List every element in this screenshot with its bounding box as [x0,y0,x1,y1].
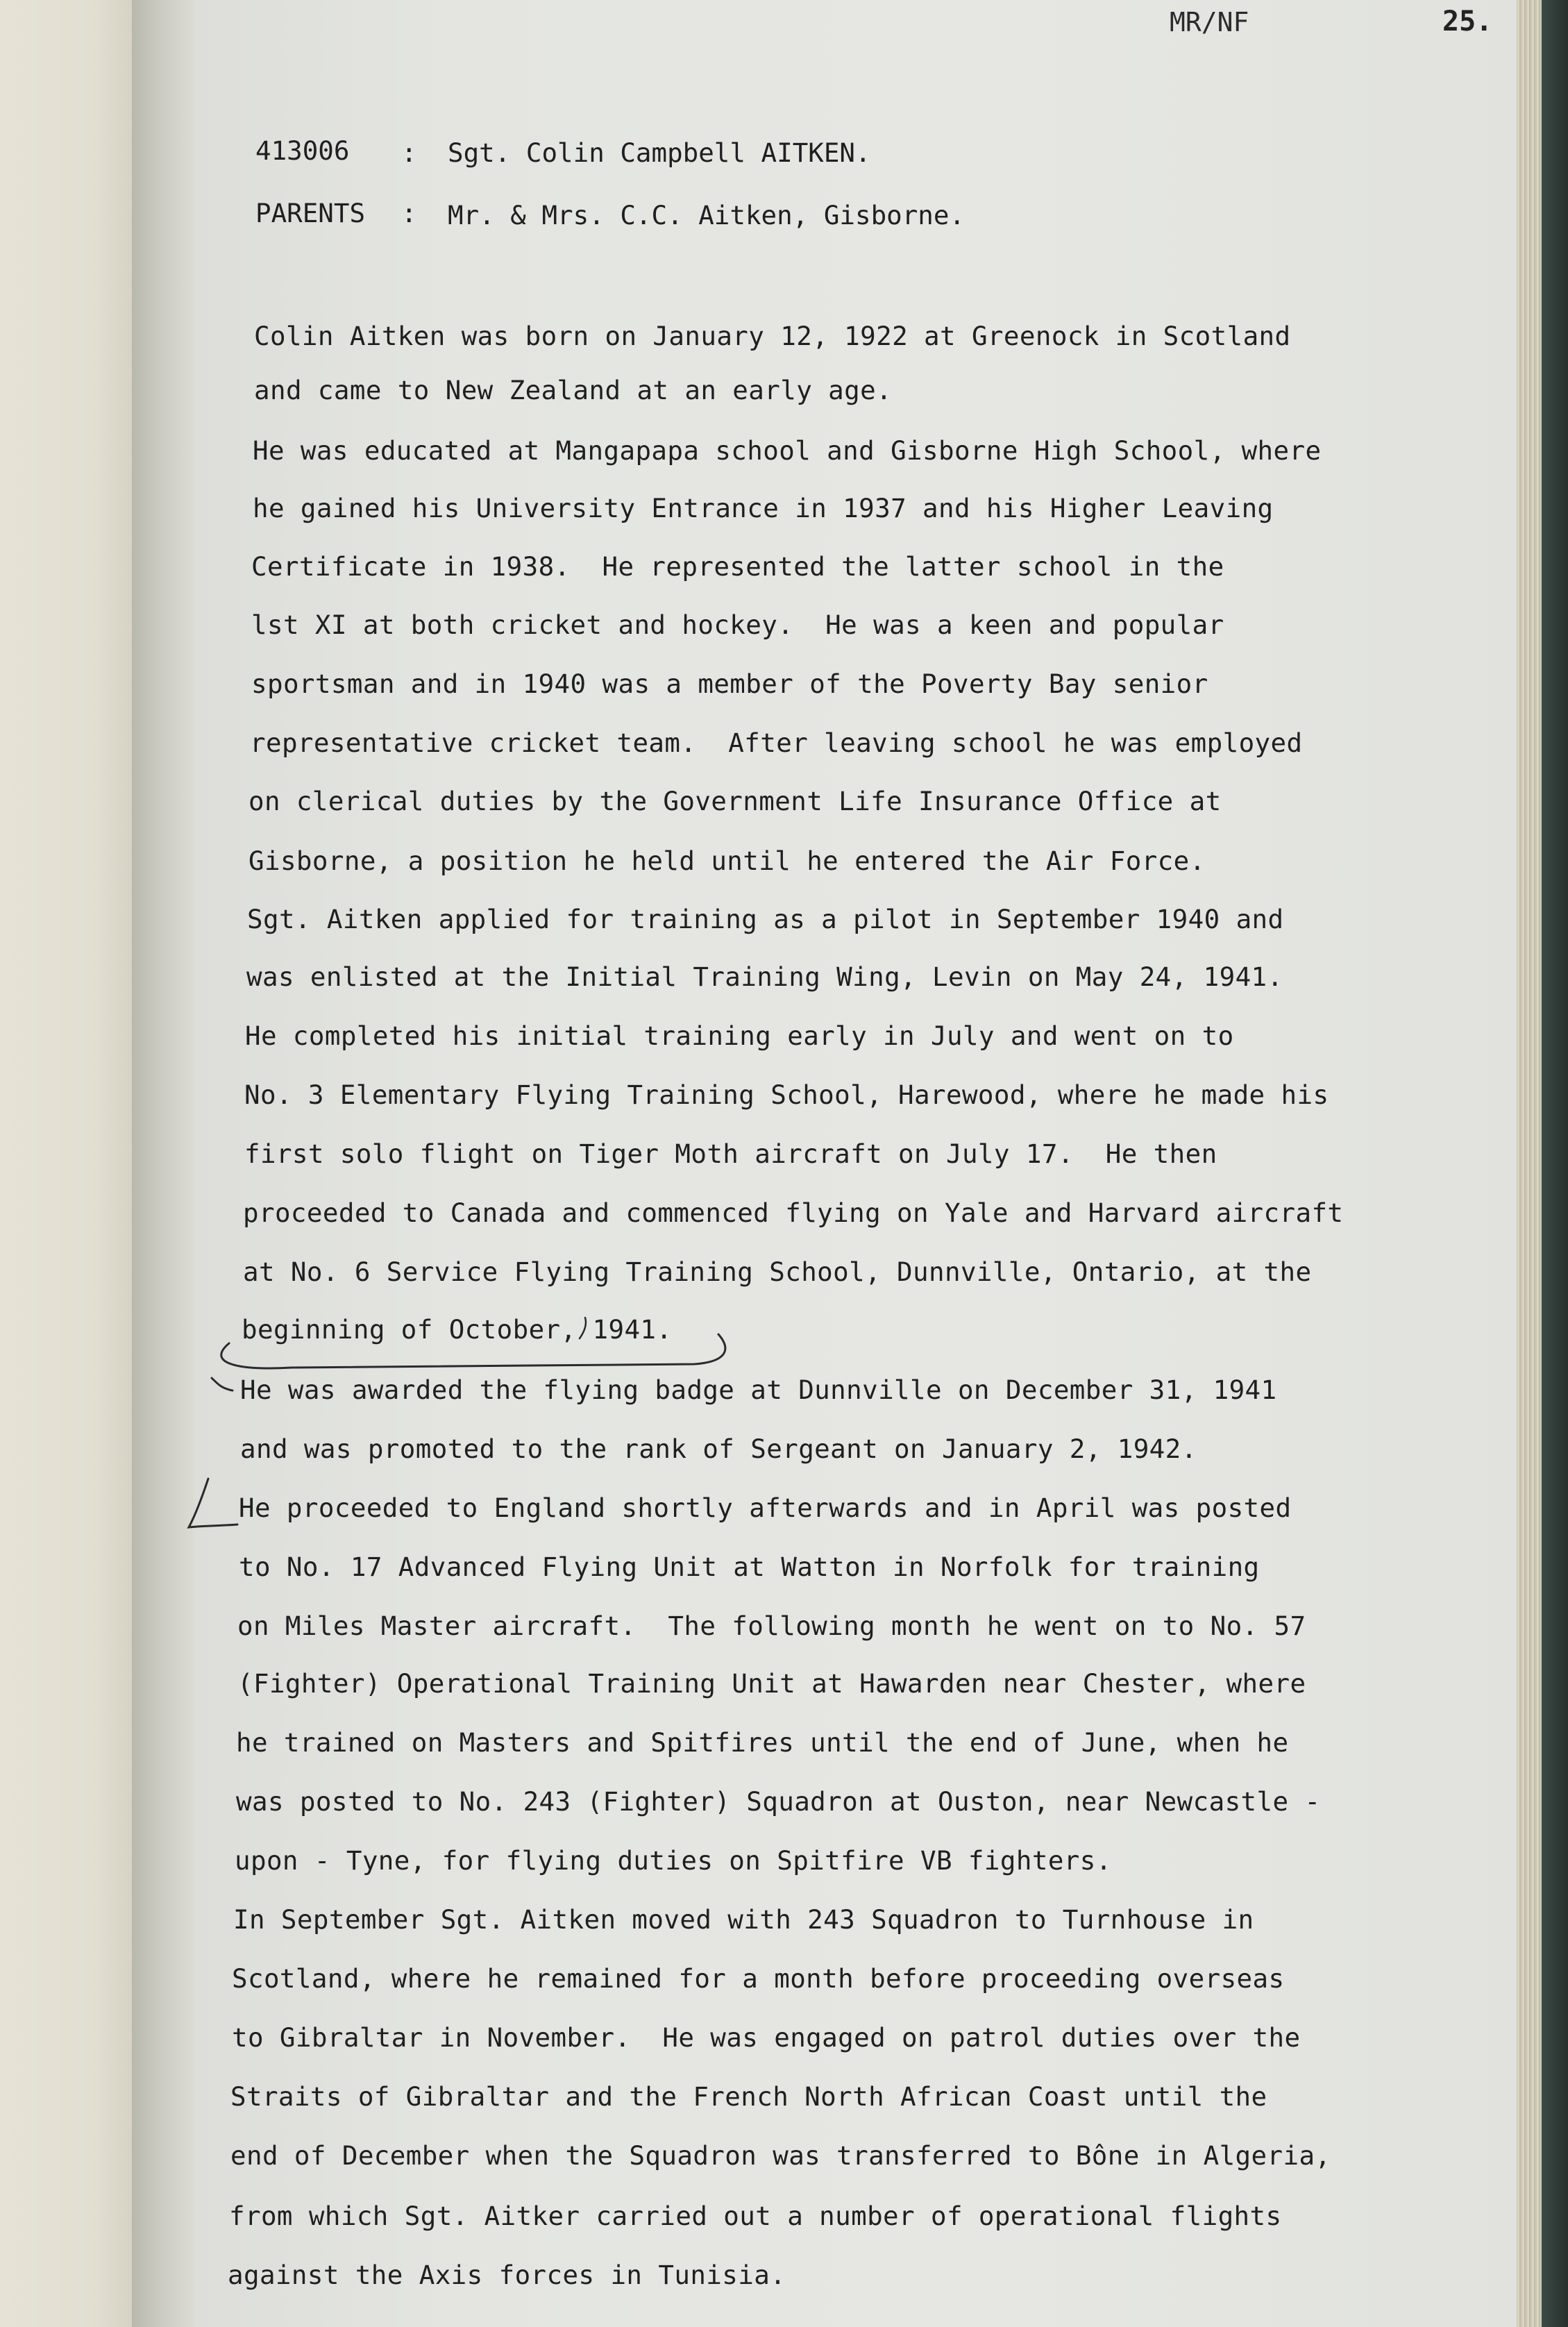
service-number-separator: : [401,137,417,168]
body-line: at No. 6 Service Flying Training School, Dunnville, Ontario, at the [243,1257,1312,1287]
body-line: No. 3 Elementary Flying Training School, Harewood, where he made his [244,1080,1329,1110]
service-number: 413006 [255,135,350,166]
parents-label: PARENTS [255,198,366,228]
body-line: sportsman and in 1940 was a member of the Poverty Bay senior [251,669,1208,699]
page-number: 25. [1442,6,1493,37]
body-line: Straits of Gibraltar and the French North African Coast until the [230,2081,1267,2112]
body-line: Gisborne, a position he held until he entered the Air Force. [248,846,1206,876]
book-gutter [132,0,194,2327]
body-line: was posted to No. 243 (Fighter) Squadron at Ouston, near Newcastle - [236,1786,1321,1817]
body-line: (Fighter) Operational Training Unit at Hawarden near Chester, where [237,1668,1306,1699]
airman-name: Sgt. Colin Campbell AITKEN. [448,137,871,168]
body-line: representative cricket team. After leaving school he was employed [250,728,1303,758]
facing-page-edge [0,0,132,2327]
body-line: on clerical duties by the Government Life Insurance Office at [248,786,1222,816]
body-line: and came to New Zealand at an early age. [254,375,893,405]
body-line: Colin Aitken was born on January 12, 1922 at Greenock in Scotland [254,321,1291,351]
body-line: beginning of October, 1941. [242,1314,673,1345]
body-line: proceeded to Canada and commenced flying on Yale and Harvard aircraft [243,1198,1344,1228]
page-stack-edges [1517,0,1542,2327]
reference-code: MR/NF [1170,7,1249,37]
body-line: He was educated at Mangapapa school and Gisborne High School, where [253,435,1322,466]
body-line: end of December when the Squadron was transferred to Bône in Algeria, [230,2140,1331,2171]
body-line: Sgt. Aitken applied for training as a pilot in September 1940 and [247,904,1284,934]
body-line: to No. 17 Advanced Flying Unit at Watton in Norfolk for training [239,1552,1260,1582]
binding-cover [1542,0,1568,2327]
body-line: he trained on Masters and Spitfires until the end of June, when he [236,1727,1289,1758]
parents-separator: : [401,198,417,228]
body-line: He completed his initial training early in July and went on to [245,1020,1234,1051]
body-line: Scotland, where he remained for a month before proceeding overseas [232,1963,1285,1994]
body-line: lst XI at both cricket and hockey. He was a keen and popular [251,610,1224,640]
body-line: against the Axis forces in Tunisia. [228,2260,786,2290]
parents-value: Mr. & Mrs. C.C. Aitken, Gisborne. [448,200,966,230]
body-line: first solo flight on Tiger Moth aircraft on July 17. He then [244,1139,1217,1169]
body-line: He proceeded to England shortly afterwards and in April was posted [239,1493,1292,1523]
body-line: He was awarded the flying badge at Dunnville on December 31, 1941 [240,1375,1277,1405]
body-line: upon - Tyne, for flying duties on Spitfire VB fighters. [235,1845,1112,1876]
body-line: and was promoted to the rank of Sergeant on January 2, 1942. [240,1434,1197,1464]
body-line: Certificate in 1938. He represented the latter school in the [251,551,1224,582]
body-line: on Miles Master aircraft. The following month he went on to No. 57 [237,1611,1306,1641]
body-line: he gained his University Entrance in 1937 and his Higher Leaving [253,493,1274,523]
body-line: was enlisted at the Initial Training Wing, Levin on May 24, 1941. [246,961,1283,992]
body-line: to Gibraltar in November. He was engaged on patrol duties over the [232,2022,1301,2053]
body-line: In September Sgt. Aitken moved with 243 Squadron to Turnhouse in [233,1904,1254,1935]
body-line: from which Sgt. Aitker carried out a number of operational flights [229,2201,1282,2231]
